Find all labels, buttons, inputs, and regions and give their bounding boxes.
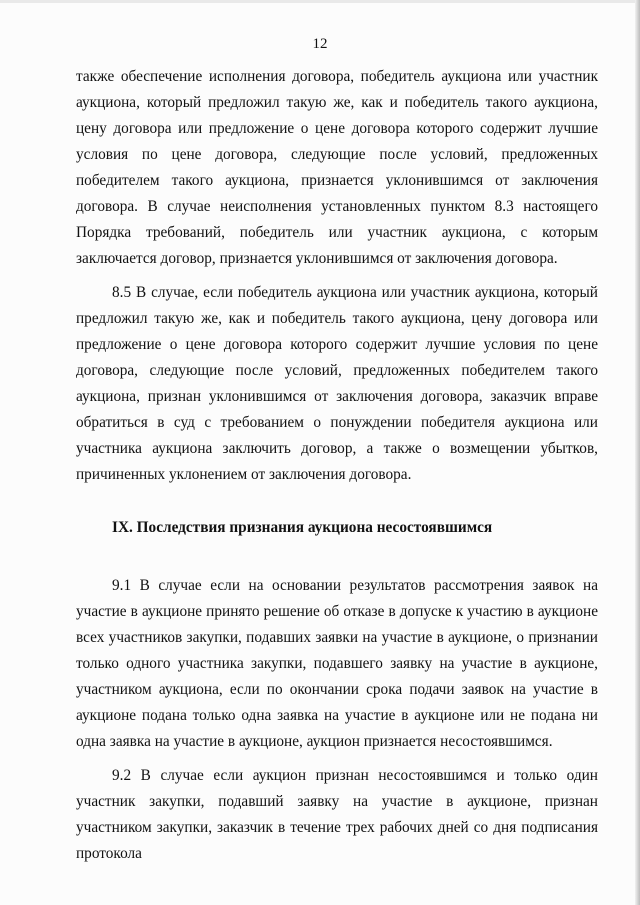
paragraph-continuation: также обеспечение исполнения договора, победитель аукциона или участник аукциона, который предложил такую же, как и победитель такого аукциона, цену договора или предложение о цене договора которого содержит лучшие условия по цене договора, следующие после условий, предложенных победителем такого аукциона, признается уклонившимся от заключения договора. В случае неисполнения установленных пунктом 8.3 настоящего Порядка требований, победитель или участник аукциона, с которым заключается договор, признается уклонившимся от заключения договора. [76, 68, 598, 267]
page-right-edge [635, 0, 640, 905]
paragraph-8-5: 8.5 В случае, если победитель аукциона или участник аукциона, который предложил такую же, как и победитель такого аукциона, цену договора или предложение о цене договора которого содержит лучшие условия по цене договора, следующие после условий, предложенных победителем такого аукциона, признан уклонившимся от заключения договора, заказчик вправе обратиться в суд с требованием о понуждении победителя аукциона или участника аукциона заключить договор, а также о возмещении убытков, причиненных уклонением от заключения договора. [76, 284, 598, 483]
paragraph-9-1: 9.1 В случае если на основании результатов рассмотрения заявок на участие в аукционе принято решение об отказе в допуске к участию в аукционе всех участников закупки, подавших заявки на участие в аукционе, о признании только одного участника закупки, подавшего заявку на участие в аукционе, участником аукциона, если по окончании срока подачи заявок на участие в аукционе подана только одна заявка на участие в аукционе или не подана ни одна заявка на участие в аукционе, аукцион признается несостоявшимся. [76, 577, 598, 750]
page-number: 12 [312, 36, 328, 52]
page-top-edge [0, 0, 640, 3]
section-heading-ix: IX. Последствия признания аукциона несостоявшимся [112, 519, 493, 536]
paragraph-9-2: 9.2 В случае если аукцион признан несостоявшимся и только один участник закупки, подавший заявку на участие в аукционе, признан участником закупки, заказчик в течение трех рабочих дней со дня подписания протокола [76, 767, 598, 862]
document-body [76, 64, 598, 867]
